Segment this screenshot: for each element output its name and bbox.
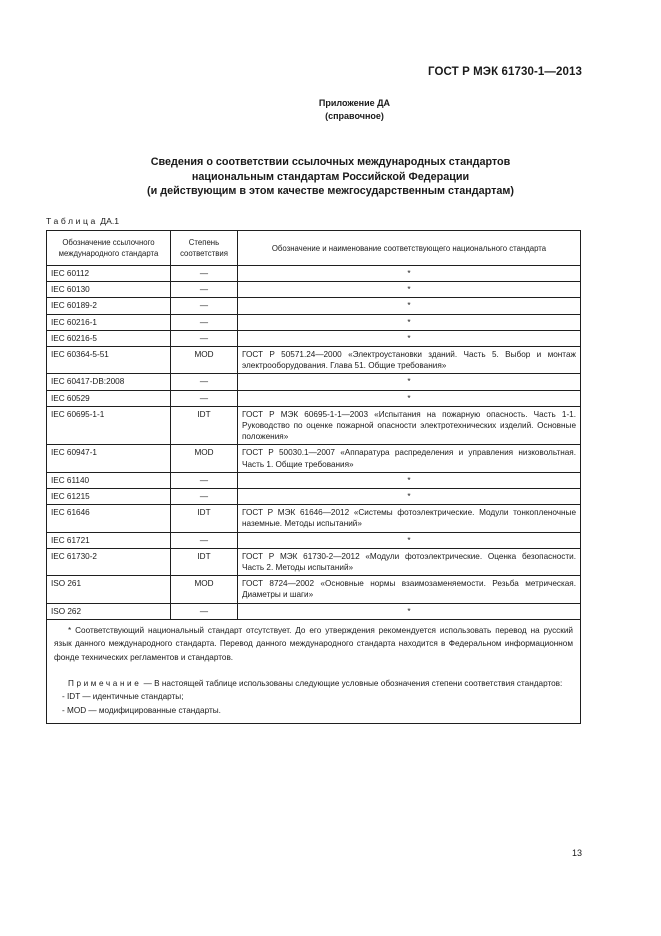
table-row <box>47 374 581 390</box>
reference-cell: IEC 60417-DB:2008 <box>47 374 171 390</box>
table-caption <box>46 216 119 226</box>
national-standard-cell: * <box>238 603 581 619</box>
degree-cell: IDT <box>171 505 238 532</box>
section-title <box>60 155 601 199</box>
table-row <box>47 330 581 346</box>
table-caption-prefix: Таблица <box>46 216 98 226</box>
table-row <box>47 282 581 298</box>
annex-title: Приложение ДА <box>318 98 391 108</box>
table-row <box>47 548 581 575</box>
degree-cell: — <box>171 374 238 390</box>
degree-cell: — <box>171 603 238 619</box>
header-national: Обозначение и наименование соответствующего национального стандарта <box>238 231 581 266</box>
degree-cell: — <box>171 266 238 282</box>
degree-cell: — <box>171 390 238 406</box>
reference-cell: IEC 61140 <box>47 472 171 488</box>
table-row <box>47 489 581 505</box>
reference-cell: IEC 61646 <box>47 505 171 532</box>
table-header-row <box>47 231 581 266</box>
national-standard-cell: ГОСТ Р МЭК 61730-2—2012 «Модули фотоэлектрические. Оценка безопасности. Часть 2. Методы испытаний» <box>238 548 581 575</box>
annex-heading <box>0 97 661 123</box>
note <box>54 677 573 691</box>
table-row <box>47 314 581 330</box>
degree-cell: MOD <box>171 576 238 603</box>
degree-cell: MOD <box>171 347 238 374</box>
table-row <box>47 532 581 548</box>
table-row <box>47 445 581 472</box>
national-standard-cell: * <box>238 314 581 330</box>
reference-cell: IEC 60364-5-51 <box>47 347 171 374</box>
section-title-line-3: (и действующим в этом качестве межгосударственным стандартам) <box>146 185 514 197</box>
national-standard-cell: * <box>238 374 581 390</box>
national-standard-cell: * <box>238 532 581 548</box>
reference-cell: ISO 261 <box>47 576 171 603</box>
document-code: ГОСТ Р МЭК 61730-1—2013 <box>428 66 582 78</box>
table-row <box>47 505 581 532</box>
national-standard-cell: ГОСТ 8724—2002 «Основные нормы взаимозаменяемости. Резьба метрическая. Диаметры и шаги» <box>238 576 581 603</box>
reference-cell: IEC 60216-1 <box>47 314 171 330</box>
table-row <box>47 603 581 619</box>
table-row <box>47 266 581 282</box>
degree-cell: IDT <box>171 548 238 575</box>
page-number: 13 <box>571 848 582 858</box>
note-label: Примечание <box>68 678 142 688</box>
national-standard-cell: * <box>238 282 581 298</box>
degree-cell: — <box>171 472 238 488</box>
national-standard-cell: ГОСТ Р МЭК 60695-1-1—2003 «Испытания на пожарную опасность. Часть 1-1. Руководство по оценке пожарной опасности электротехнических изделий. Основные положения» <box>238 406 581 445</box>
table-row <box>47 406 581 445</box>
degree-cell: — <box>171 330 238 346</box>
degree-cell: — <box>171 314 238 330</box>
table-row <box>47 298 581 314</box>
reference-cell: IEC 60947-1 <box>47 445 171 472</box>
national-standard-cell: * <box>238 330 581 346</box>
reference-cell: IEC 60529 <box>47 390 171 406</box>
reference-cell: IEC 61721 <box>47 532 171 548</box>
degree-cell: — <box>171 489 238 505</box>
reference-cell: ISO 262 <box>47 603 171 619</box>
footnote: * Соответствующий национальный стандарт отсутствует. До его утверждения рекомендуется использовать перевод на русский язык данного международного стандарта. Перевод данного международного стандарта находится в Федеральном информационном фонде технических регламентов и стандартов. <box>54 625 573 663</box>
reference-cell: IEC 60112 <box>47 266 171 282</box>
degree-cell: — <box>171 532 238 548</box>
degree-cell: — <box>171 282 238 298</box>
national-standard-cell: * <box>238 298 581 314</box>
table-row <box>47 472 581 488</box>
reference-cell: IEC 61730-2 <box>47 548 171 575</box>
degree-cell: IDT <box>171 406 238 445</box>
national-standard-cell: * <box>238 266 581 282</box>
degree-cell: MOD <box>171 445 238 472</box>
national-standard-cell: * <box>238 489 581 505</box>
table-row <box>47 347 581 374</box>
section-title-line-2: национальным стандартам Российской Федерации <box>191 170 470 183</box>
national-standard-cell: * <box>238 390 581 406</box>
table-row <box>47 576 581 603</box>
reference-cell: IEC 61215 <box>47 489 171 505</box>
reference-cell: IEC 60695-1-1 <box>47 406 171 445</box>
national-standard-cell: * <box>238 472 581 488</box>
note-item-idt: - IDT — идентичные стандарты; <box>62 692 184 702</box>
national-standard-cell: ГОСТ Р 50571.24—2000 «Электроустановки зданий. Часть 5. Выбор и монтаж электрооборудования. Глава 51. Общие требования» <box>238 347 581 374</box>
note-item-mod: - MOD — модифицированные стандарты. <box>62 705 221 715</box>
reference-cell: IEC 60189-2 <box>47 298 171 314</box>
degree-cell: — <box>171 298 238 314</box>
reference-cell: IEC 60216-5 <box>47 330 171 346</box>
table-footer-row <box>47 619 581 724</box>
reference-cell: IEC 60130 <box>47 282 171 298</box>
section-title-line-1: Сведения о соответствии ссылочных международных стандартов <box>150 156 511 168</box>
national-standard-cell: ГОСТ Р МЭК 61646—2012 «Системы фотоэлектрические. Модули тонкопленочные наземные. Методы испытаний» <box>238 505 581 532</box>
header-reference: Обозначение ссылочного международного стандарта <box>47 231 171 266</box>
correspondence-table <box>46 230 581 724</box>
header-degree: Степень соответствия <box>171 231 238 266</box>
table-caption-number: ДА.1 <box>100 216 120 226</box>
annex-subtitle: (справочное) <box>325 111 384 121</box>
national-standard-cell: ГОСТ Р 50030.1—2007 «Аппаратура распределения и управления низковольтная. Часть 1. Общие требования» <box>238 445 581 472</box>
note-text: — В настоящей таблице использованы следующие условные обозначения степени соответствия стандартов: <box>143 678 563 688</box>
table-footer <box>47 619 581 724</box>
table-row <box>47 390 581 406</box>
